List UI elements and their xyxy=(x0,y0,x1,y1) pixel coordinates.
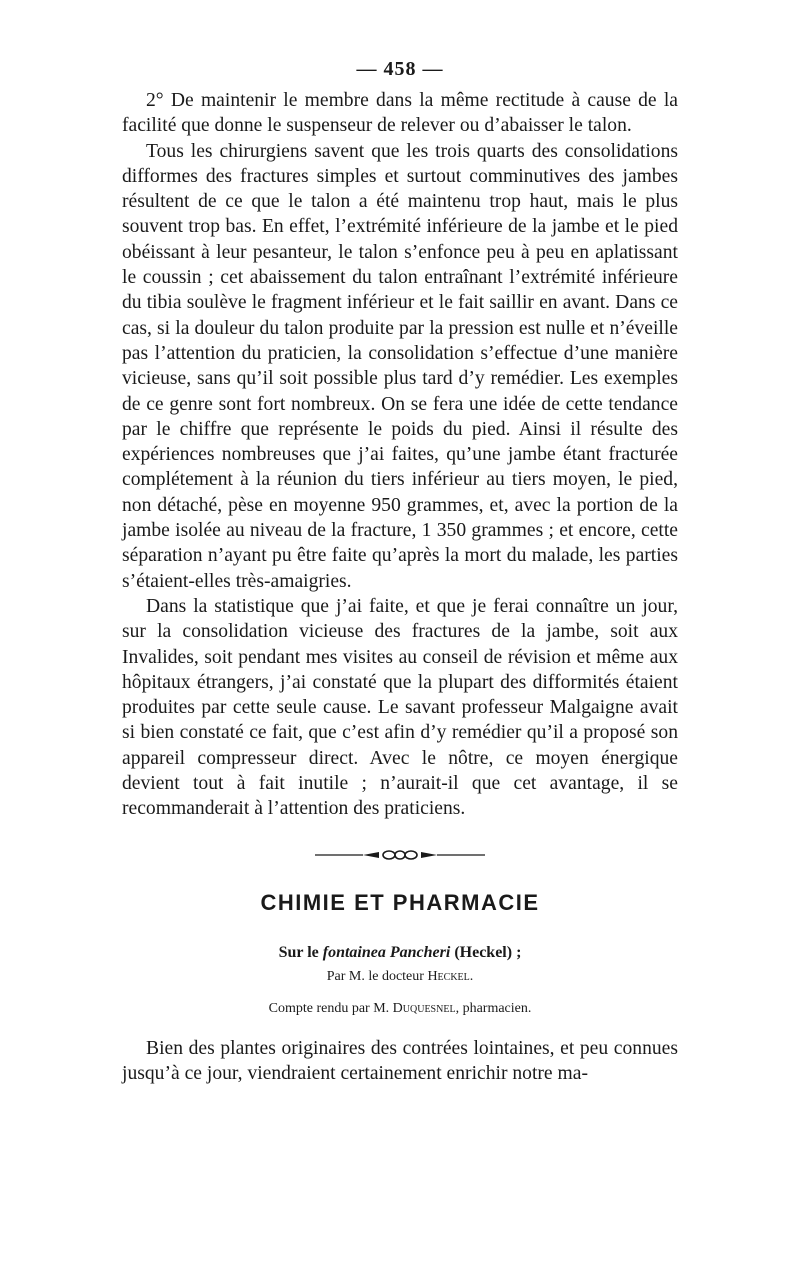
paragraph-2: Tous les chirurgiens savent que les trois quarts des consolidations difformes des fractures simples et surtout comminutives des jambes résultent de ce que le talon a été maintenu trop haut, mais le plus souvent trop bas. En effet, l’extrémité inférieure de la jambe et le pied obéissant à leur pesanteur, le talon s’enfonce peu à peu en aplatissant le coussin ; cet abaissement du talon entraînant l’extrémité inférieure du tibia soulève le fragment inférieur et le fait saillir en avant. Dans ce cas, si la douleur du talon produite par la pression est nulle et n’éveille pas l’attention du praticien, la consolidation s’effectue d’une manière vicieuse, sans qu’il soit possible plus tard d’y remédier. Les exemples de ce genre sont fort nombreux. On se fera une idée de cette tendance par le chiffre que représente le poids du pied. Ainsi il résulte des expériences nombreuses que j’ai faites, qu’une jambe étant fracturée complétement à la réunion du tiers inférieur au tiers moyen, le pied, non détaché, pèse en moyenne 950 grammes, et, avec la portion de la jambe isolée au niveau de la fracture, 1 350 grammes ; et encore, cette séparation n’ayant pu être faite qu’après la mort du malade, les parties s’étaient-elles très-amaigries. xyxy=(122,140,678,592)
report-suffix: , pharmacien. xyxy=(455,1000,532,1016)
article-title-suffix: (Heckel) ; xyxy=(450,943,522,961)
intro-paragraph: Bien des plantes originaires des contrées lointaines, et peu connues jusqu’à ce jour, viendraient certainement enrichir notre ma- xyxy=(122,1037,678,1084)
article-title xyxy=(122,942,678,964)
byline-prefix: Par M. le docteur xyxy=(326,968,428,984)
article-title-prefix: Sur le xyxy=(278,943,323,961)
section-title: CHIMIE ET PHARMACIE xyxy=(260,889,540,915)
ornamental-divider xyxy=(315,848,485,862)
article-report xyxy=(122,998,678,1020)
report-author: Duquesnel xyxy=(392,1000,456,1016)
paragraph-3: Dans la statistique que j’ai faite, et que je ferai connaître un jour, sur la consolidation vicieuse des fractures de la jambe, soit aux Invalides, soit pendant mes visites au conseil de révision et même aux hôpitaux étrangers, j’ai constaté que la plupart des difformités étaient produites par cette seule cause. Le savant professeur Malgaigne avait si bien constaté ce fait, que c’est afin d’y remédier qu’il a proposé son appareil compresseur direct. Avec le nôtre, ce moyen énergique devient tout à fait inutile ; n’aurait-il que cet avantage, il se recommanderait à l’attention des praticiens. xyxy=(122,595,678,820)
byline-author: Heckel. xyxy=(427,968,474,984)
page-number: — 458 — xyxy=(356,58,444,80)
article-intro xyxy=(122,1036,678,1087)
page xyxy=(122,56,678,1086)
divider-ornament-icon xyxy=(315,848,485,862)
paragraph-1: 2° De maintenir le membre dans la même rectitude à cause de la facilité que donne le suspenseur de relever ou d’abaisser le talon. xyxy=(122,90,678,137)
article-title-italic: fontainea Pancheri xyxy=(322,943,451,961)
report-prefix: Compte rendu par M. xyxy=(268,1000,393,1016)
article-byline xyxy=(122,966,678,988)
body-text xyxy=(122,88,678,822)
